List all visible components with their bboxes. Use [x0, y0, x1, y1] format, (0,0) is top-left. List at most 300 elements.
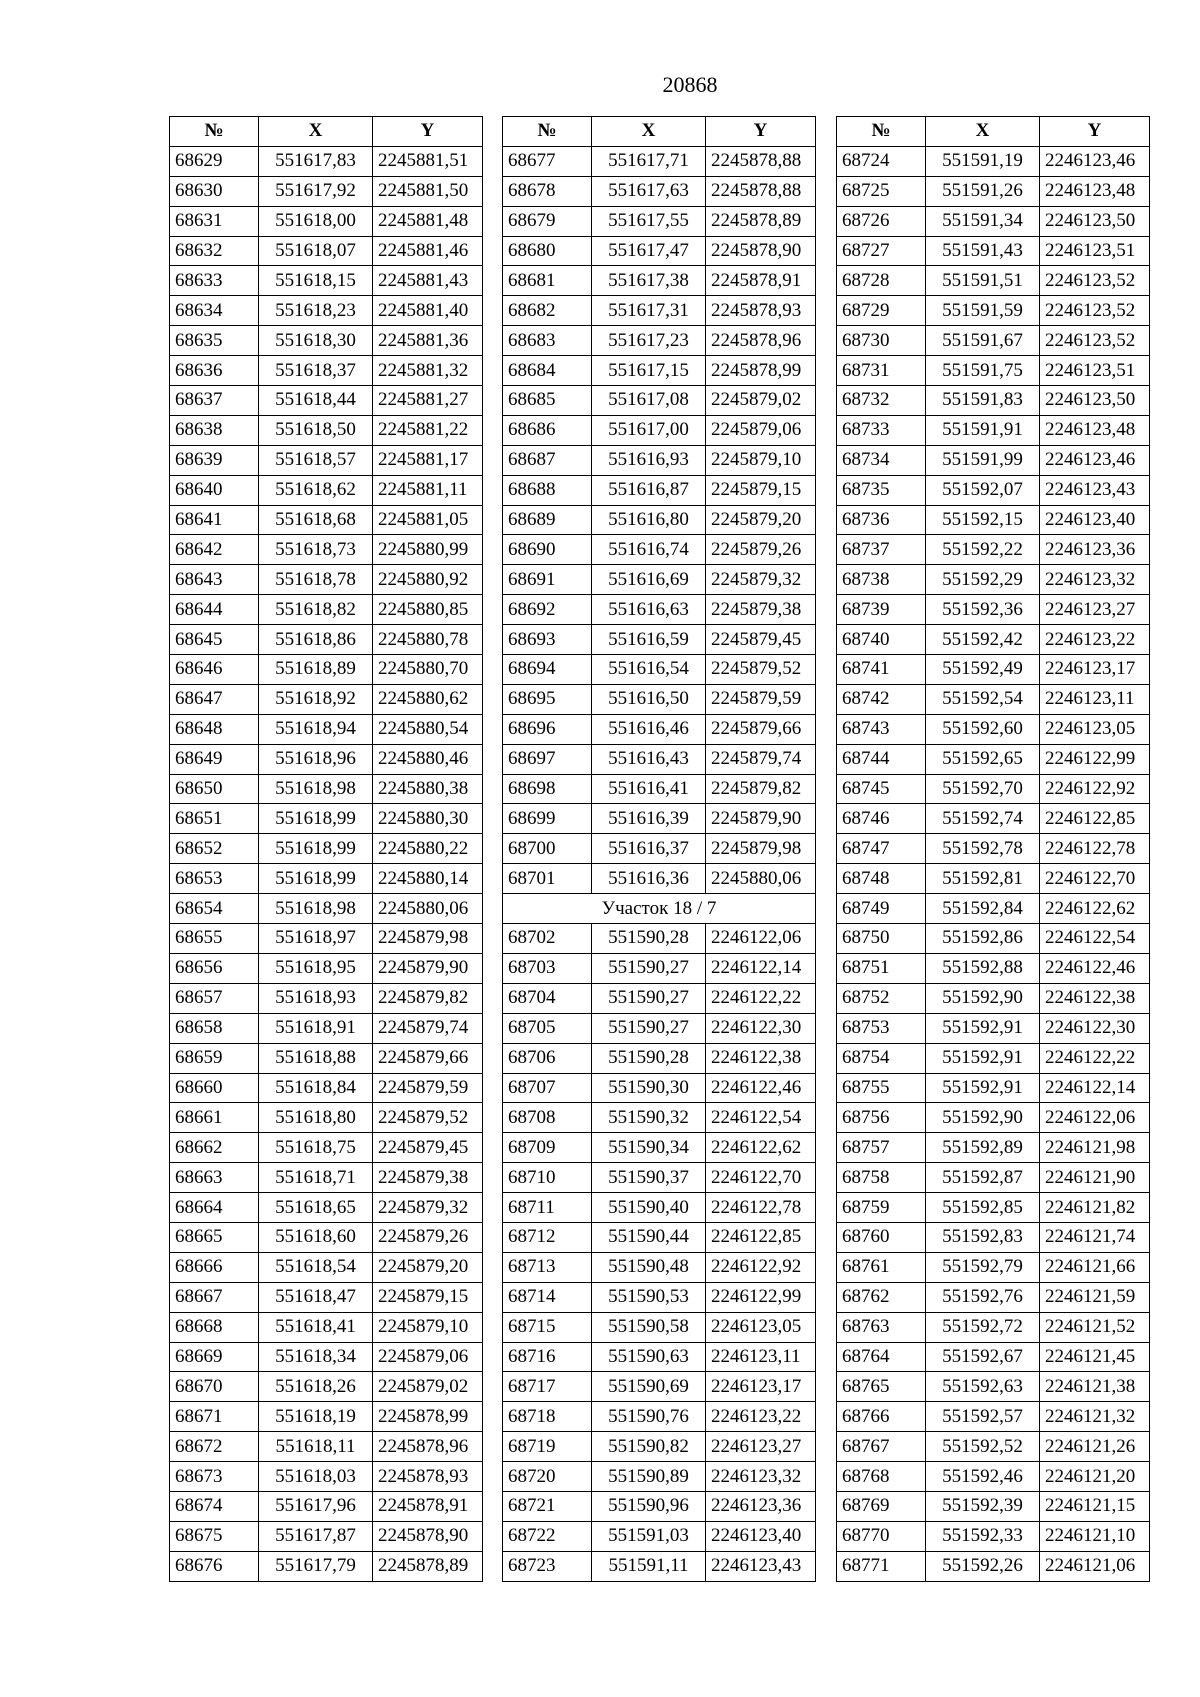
header-y: Y [706, 117, 816, 147]
x-coordinate-cell: 551591,75 [926, 356, 1040, 386]
table-row [170, 714, 483, 744]
y-coordinate-cell: 2245879,15 [373, 1282, 483, 1312]
x-coordinate-cell: 551590,34 [592, 1133, 706, 1163]
point-number-cell: 68754 [837, 1043, 926, 1073]
point-number-cell: 68670 [170, 1372, 259, 1402]
table-row [503, 326, 816, 356]
point-number-cell: 68764 [837, 1342, 926, 1372]
table-row [503, 266, 816, 296]
point-number-cell: 68701 [503, 864, 592, 894]
point-number-cell: 68733 [837, 415, 926, 445]
point-number-cell: 68752 [837, 983, 926, 1013]
x-coordinate-cell: 551618,84 [259, 1073, 373, 1103]
y-coordinate-cell: 2246123,11 [706, 1342, 816, 1372]
point-number-cell: 68650 [170, 774, 259, 804]
x-coordinate-cell: 551618,95 [259, 953, 373, 983]
x-coordinate-cell: 551592,42 [926, 625, 1040, 655]
x-coordinate-cell: 551591,03 [592, 1521, 706, 1551]
y-coordinate-cell: 2245880,46 [373, 744, 483, 774]
table-row [503, 1432, 816, 1462]
y-coordinate-cell: 2246122,54 [706, 1103, 816, 1133]
y-coordinate-cell: 2245880,92 [373, 565, 483, 595]
x-coordinate-cell: 551618,88 [259, 1043, 373, 1073]
x-coordinate-cell: 551618,92 [259, 684, 373, 714]
table-row [503, 983, 816, 1013]
x-coordinate-cell: 551618,30 [259, 326, 373, 356]
x-coordinate-cell: 551616,50 [592, 684, 706, 714]
point-number-cell: 68631 [170, 206, 259, 236]
y-coordinate-cell: 2246122,99 [1040, 744, 1150, 774]
y-coordinate-cell: 2245879,66 [373, 1043, 483, 1073]
x-coordinate-cell: 551592,70 [926, 774, 1040, 804]
y-coordinate-cell: 2245879,74 [373, 1013, 483, 1043]
point-number-cell: 68711 [503, 1193, 592, 1223]
x-coordinate-cell: 551618,54 [259, 1252, 373, 1282]
x-coordinate-cell: 551592,74 [926, 804, 1040, 834]
y-coordinate-cell: 2245881,40 [373, 296, 483, 326]
y-coordinate-cell: 2246121,26 [1040, 1432, 1150, 1462]
x-coordinate-cell: 551592,57 [926, 1402, 1040, 1432]
point-number-cell: 68637 [170, 386, 259, 416]
y-coordinate-cell: 2246122,46 [1040, 953, 1150, 983]
y-coordinate-cell: 2246122,99 [706, 1282, 816, 1312]
table-row [837, 1133, 1150, 1163]
x-coordinate-cell: 551618,86 [259, 625, 373, 655]
y-coordinate-cell: 2245880,22 [373, 834, 483, 864]
table-row [837, 625, 1150, 655]
y-coordinate-cell: 2246121,74 [1040, 1222, 1150, 1252]
point-number-cell: 68724 [837, 146, 926, 176]
y-coordinate-cell: 2245878,89 [706, 206, 816, 236]
table-row [170, 505, 483, 535]
point-number-cell: 68748 [837, 864, 926, 894]
table-row [837, 1103, 1150, 1133]
table-row [837, 1163, 1150, 1193]
x-coordinate-cell: 551590,53 [592, 1282, 706, 1312]
table-row [837, 864, 1150, 894]
y-coordinate-cell: 2246123,50 [1040, 206, 1150, 236]
x-coordinate-cell: 551618,99 [259, 864, 373, 894]
table-row [503, 744, 816, 774]
point-number-cell: 68749 [837, 894, 926, 924]
table-row [503, 655, 816, 685]
table-row [503, 415, 816, 445]
x-coordinate-cell: 551592,85 [926, 1193, 1040, 1223]
table-row [503, 445, 816, 475]
table-row [170, 565, 483, 595]
table-header-row [503, 117, 816, 147]
y-coordinate-cell: 2246122,22 [1040, 1043, 1150, 1073]
y-coordinate-cell: 2246123,51 [1040, 236, 1150, 266]
y-coordinate-cell: 2246122,38 [706, 1043, 816, 1073]
x-coordinate-cell: 551618,73 [259, 535, 373, 565]
y-coordinate-cell: 2245881,48 [373, 206, 483, 236]
point-number-cell: 68704 [503, 983, 592, 1013]
x-coordinate-cell: 551592,87 [926, 1163, 1040, 1193]
x-coordinate-cell: 551618,93 [259, 983, 373, 1013]
table-row [170, 1282, 483, 1312]
point-number-cell: 68712 [503, 1222, 592, 1252]
x-coordinate-cell: 551592,65 [926, 744, 1040, 774]
table-row [837, 684, 1150, 714]
y-coordinate-cell: 2246123,05 [706, 1312, 816, 1342]
x-coordinate-cell: 551592,22 [926, 535, 1040, 565]
x-coordinate-cell: 551617,47 [592, 236, 706, 266]
x-coordinate-cell: 551590,37 [592, 1163, 706, 1193]
table-row [503, 1043, 816, 1073]
y-coordinate-cell: 2246122,62 [1040, 894, 1150, 924]
point-number-cell: 68689 [503, 505, 592, 535]
y-coordinate-cell: 2245879,26 [373, 1222, 483, 1252]
point-number-cell: 68667 [170, 1282, 259, 1312]
table-row [503, 1312, 816, 1342]
x-coordinate-cell: 551616,43 [592, 744, 706, 774]
table-row [170, 1103, 483, 1133]
table-row [837, 326, 1150, 356]
point-number-cell: 68683 [503, 326, 592, 356]
x-coordinate-cell: 551617,31 [592, 296, 706, 326]
y-coordinate-cell: 2246123,36 [1040, 535, 1150, 565]
point-number-cell: 68676 [170, 1551, 259, 1581]
point-number-cell: 68674 [170, 1491, 259, 1521]
table-row [170, 445, 483, 475]
y-coordinate-cell: 2245878,88 [706, 176, 816, 206]
table-row [503, 924, 816, 954]
point-number-cell: 68692 [503, 595, 592, 625]
table-row [503, 1222, 816, 1252]
point-number-cell: 68744 [837, 744, 926, 774]
point-number-cell: 68759 [837, 1193, 926, 1223]
point-number-cell: 68641 [170, 505, 259, 535]
table-row [837, 146, 1150, 176]
y-coordinate-cell: 2245881,43 [373, 266, 483, 296]
table-row [503, 1462, 816, 1492]
y-coordinate-cell: 2246121,82 [1040, 1193, 1150, 1223]
y-coordinate-cell: 2246123,52 [1040, 266, 1150, 296]
table-row [503, 625, 816, 655]
table-row [837, 1222, 1150, 1252]
y-coordinate-cell: 2246123,48 [1040, 415, 1150, 445]
x-coordinate-cell: 551592,91 [926, 1073, 1040, 1103]
point-number-cell: 68768 [837, 1462, 926, 1492]
y-coordinate-cell: 2246123,46 [1040, 445, 1150, 475]
table-row [837, 1013, 1150, 1043]
y-coordinate-cell: 2245878,99 [373, 1402, 483, 1432]
y-coordinate-cell: 2246122,70 [706, 1163, 816, 1193]
y-coordinate-cell: 2246121,45 [1040, 1342, 1150, 1372]
x-coordinate-cell: 551618,96 [259, 744, 373, 774]
x-coordinate-cell: 551618,99 [259, 804, 373, 834]
x-coordinate-cell: 551590,30 [592, 1073, 706, 1103]
table-row [503, 146, 816, 176]
x-coordinate-cell: 551590,76 [592, 1402, 706, 1432]
x-coordinate-cell: 551618,98 [259, 774, 373, 804]
y-coordinate-cell: 2246121,38 [1040, 1372, 1150, 1402]
x-coordinate-cell: 551592,76 [926, 1282, 1040, 1312]
point-number-cell: 68728 [837, 266, 926, 296]
x-coordinate-cell: 551592,91 [926, 1043, 1040, 1073]
x-coordinate-cell: 551590,32 [592, 1103, 706, 1133]
point-number-cell: 68680 [503, 236, 592, 266]
table-row [170, 1432, 483, 1462]
table-row [837, 445, 1150, 475]
x-coordinate-cell: 551591,59 [926, 296, 1040, 326]
point-number-cell: 68707 [503, 1073, 592, 1103]
x-coordinate-cell: 551592,86 [926, 924, 1040, 954]
x-coordinate-cell: 551592,54 [926, 684, 1040, 714]
point-number-cell: 68675 [170, 1521, 259, 1551]
x-coordinate-cell: 551616,59 [592, 625, 706, 655]
header-x: X [592, 117, 706, 147]
point-number-cell: 68638 [170, 415, 259, 445]
point-number-cell: 68731 [837, 356, 926, 386]
x-coordinate-cell: 551616,80 [592, 505, 706, 535]
point-number-cell: 68753 [837, 1013, 926, 1043]
table-row [170, 1133, 483, 1163]
point-number-cell: 68736 [837, 505, 926, 535]
table-row [170, 535, 483, 565]
point-number-cell: 68630 [170, 176, 259, 206]
x-coordinate-cell: 551592,88 [926, 953, 1040, 983]
x-coordinate-cell: 551592,78 [926, 834, 1040, 864]
table-row [503, 1521, 816, 1551]
point-number-cell: 68766 [837, 1402, 926, 1432]
table-row [837, 1193, 1150, 1223]
table-row [503, 535, 816, 565]
point-number-cell: 68690 [503, 535, 592, 565]
x-coordinate-cell: 551591,26 [926, 176, 1040, 206]
table-row [837, 1372, 1150, 1402]
y-coordinate-cell: 2246121,06 [1040, 1551, 1150, 1581]
x-coordinate-cell: 551592,52 [926, 1432, 1040, 1462]
x-coordinate-cell: 551616,63 [592, 595, 706, 625]
y-coordinate-cell: 2245879,26 [706, 535, 816, 565]
x-coordinate-cell: 551618,23 [259, 296, 373, 326]
table-row [837, 415, 1150, 445]
point-number-cell: 68685 [503, 386, 592, 416]
table-row [503, 834, 816, 864]
point-number-cell: 68660 [170, 1073, 259, 1103]
table-row [837, 565, 1150, 595]
y-coordinate-cell: 2246122,38 [1040, 983, 1150, 1013]
table-row [503, 1013, 816, 1043]
y-coordinate-cell: 2245878,90 [706, 236, 816, 266]
table-row [837, 236, 1150, 266]
table-row [837, 924, 1150, 954]
point-number-cell: 68770 [837, 1521, 926, 1551]
y-coordinate-cell: 2246121,15 [1040, 1491, 1150, 1521]
point-number-cell: 68734 [837, 445, 926, 475]
point-number-cell: 68648 [170, 714, 259, 744]
x-coordinate-cell: 551618,57 [259, 445, 373, 475]
y-coordinate-cell: 2246122,70 [1040, 864, 1150, 894]
point-number-cell: 68737 [837, 535, 926, 565]
table-row [503, 804, 816, 834]
y-coordinate-cell: 2246123,51 [1040, 356, 1150, 386]
point-number-cell: 68722 [503, 1521, 592, 1551]
x-coordinate-cell: 551618,71 [259, 1163, 373, 1193]
y-coordinate-cell: 2245881,17 [373, 445, 483, 475]
y-coordinate-cell: 2246123,40 [706, 1521, 816, 1551]
x-coordinate-cell: 551590,48 [592, 1252, 706, 1282]
point-number-cell: 68713 [503, 1252, 592, 1282]
x-coordinate-cell: 551591,91 [926, 415, 1040, 445]
y-coordinate-cell: 2245879,06 [706, 415, 816, 445]
point-number-cell: 68715 [503, 1312, 592, 1342]
point-number-cell: 68655 [170, 924, 259, 954]
y-coordinate-cell: 2246123,11 [1040, 684, 1150, 714]
point-number-cell: 68769 [837, 1491, 926, 1521]
y-coordinate-cell: 2245879,20 [373, 1252, 483, 1282]
point-number-cell: 68730 [837, 326, 926, 356]
point-number-cell: 68755 [837, 1073, 926, 1103]
x-coordinate-cell: 551590,63 [592, 1342, 706, 1372]
point-number-cell: 68661 [170, 1103, 259, 1133]
point-number-cell: 68663 [170, 1163, 259, 1193]
table-row [170, 625, 483, 655]
point-number-cell: 68636 [170, 356, 259, 386]
x-coordinate-cell: 551592,39 [926, 1491, 1040, 1521]
y-coordinate-cell: 2245879,74 [706, 744, 816, 774]
x-coordinate-cell: 551592,46 [926, 1462, 1040, 1492]
point-number-cell: 68750 [837, 924, 926, 954]
y-coordinate-cell: 2246122,46 [706, 1073, 816, 1103]
x-coordinate-cell: 551591,11 [592, 1551, 706, 1581]
point-number-cell: 68700 [503, 834, 592, 864]
table-row [503, 176, 816, 206]
table-row [837, 953, 1150, 983]
x-coordinate-cell: 551590,27 [592, 983, 706, 1013]
x-coordinate-cell: 551616,69 [592, 565, 706, 595]
point-number-cell: 68708 [503, 1103, 592, 1133]
point-number-cell: 68658 [170, 1013, 259, 1043]
point-number-cell: 68751 [837, 953, 926, 983]
y-coordinate-cell: 2245880,70 [373, 655, 483, 685]
y-coordinate-cell: 2245879,59 [373, 1073, 483, 1103]
section-title: Участок 18 / 7 [503, 894, 816, 924]
y-coordinate-cell: 2246123,27 [706, 1432, 816, 1462]
point-number-cell: 68729 [837, 296, 926, 326]
point-number-cell: 68746 [837, 804, 926, 834]
x-coordinate-cell: 551616,46 [592, 714, 706, 744]
x-coordinate-cell: 551617,92 [259, 176, 373, 206]
table-header-row [170, 117, 483, 147]
y-coordinate-cell: 2246122,14 [706, 953, 816, 983]
x-coordinate-cell: 551618,41 [259, 1312, 373, 1342]
y-coordinate-cell: 2246121,32 [1040, 1402, 1150, 1432]
point-number-cell: 68656 [170, 953, 259, 983]
y-coordinate-cell: 2245880,54 [373, 714, 483, 744]
x-coordinate-cell: 551616,93 [592, 445, 706, 475]
y-coordinate-cell: 2245879,98 [706, 834, 816, 864]
point-number-cell: 68686 [503, 415, 592, 445]
table-row [837, 744, 1150, 774]
x-coordinate-cell: 551617,23 [592, 326, 706, 356]
x-coordinate-cell: 551617,55 [592, 206, 706, 236]
point-number-cell: 68635 [170, 326, 259, 356]
y-coordinate-cell: 2245881,27 [373, 386, 483, 416]
y-coordinate-cell: 2245881,51 [373, 146, 483, 176]
point-number-cell: 68771 [837, 1551, 926, 1581]
table-row [170, 475, 483, 505]
table-row [837, 1342, 1150, 1372]
y-coordinate-cell: 2246122,30 [1040, 1013, 1150, 1043]
y-coordinate-cell: 2246122,14 [1040, 1073, 1150, 1103]
table-row [837, 266, 1150, 296]
y-coordinate-cell: 2245879,32 [706, 565, 816, 595]
point-number-cell: 68632 [170, 236, 259, 266]
table-row [170, 236, 483, 266]
x-coordinate-cell: 551617,71 [592, 146, 706, 176]
table-row [503, 1073, 816, 1103]
x-coordinate-cell: 551592,79 [926, 1252, 1040, 1282]
y-coordinate-cell: 2246123,43 [706, 1551, 816, 1581]
table-row [170, 953, 483, 983]
x-coordinate-cell: 551617,15 [592, 356, 706, 386]
point-number-cell: 68742 [837, 684, 926, 714]
y-coordinate-cell: 2246122,78 [1040, 834, 1150, 864]
y-coordinate-cell: 2246123,05 [1040, 714, 1150, 744]
table-row [503, 1372, 816, 1402]
x-coordinate-cell: 551592,26 [926, 1551, 1040, 1581]
table-row [170, 1252, 483, 1282]
y-coordinate-cell: 2246123,46 [1040, 146, 1150, 176]
point-number-cell: 68735 [837, 475, 926, 505]
y-coordinate-cell: 2245878,89 [373, 1551, 483, 1581]
y-coordinate-cell: 2245879,38 [706, 595, 816, 625]
x-coordinate-cell: 551616,87 [592, 475, 706, 505]
point-number-cell: 68738 [837, 565, 926, 595]
y-coordinate-cell: 2246122,92 [1040, 774, 1150, 804]
y-coordinate-cell: 2245879,82 [706, 774, 816, 804]
point-number-cell: 68718 [503, 1402, 592, 1432]
x-coordinate-cell: 551592,07 [926, 475, 1040, 505]
table-row [170, 744, 483, 774]
x-coordinate-cell: 551617,79 [259, 1551, 373, 1581]
table-row [170, 1372, 483, 1402]
table-row [170, 774, 483, 804]
point-number-cell: 68688 [503, 475, 592, 505]
table-header-row [837, 117, 1150, 147]
table-row [837, 1551, 1150, 1581]
point-number-cell: 68761 [837, 1252, 926, 1282]
x-coordinate-cell: 551592,67 [926, 1342, 1040, 1372]
y-coordinate-cell: 2245878,91 [706, 266, 816, 296]
table-row [170, 1043, 483, 1073]
point-number-cell: 68634 [170, 296, 259, 326]
table-row [503, 1193, 816, 1223]
x-coordinate-cell: 551590,40 [592, 1193, 706, 1223]
y-coordinate-cell: 2245880,14 [373, 864, 483, 894]
x-coordinate-cell: 551590,28 [592, 924, 706, 954]
table-row [837, 1462, 1150, 1492]
table-row [837, 1491, 1150, 1521]
y-coordinate-cell: 2246121,90 [1040, 1163, 1150, 1193]
x-coordinate-cell: 551616,54 [592, 655, 706, 685]
x-coordinate-cell: 551590,44 [592, 1222, 706, 1252]
x-coordinate-cell: 551592,60 [926, 714, 1040, 744]
y-coordinate-cell: 2245879,15 [706, 475, 816, 505]
table-row [170, 655, 483, 685]
coordinates-table-2 [502, 116, 816, 1582]
table-row [837, 1282, 1150, 1312]
x-coordinate-cell: 551617,08 [592, 386, 706, 416]
table-row [170, 415, 483, 445]
table-row [503, 1402, 816, 1432]
header-x: X [926, 117, 1040, 147]
x-coordinate-cell: 551590,27 [592, 1013, 706, 1043]
point-number-cell: 68642 [170, 535, 259, 565]
